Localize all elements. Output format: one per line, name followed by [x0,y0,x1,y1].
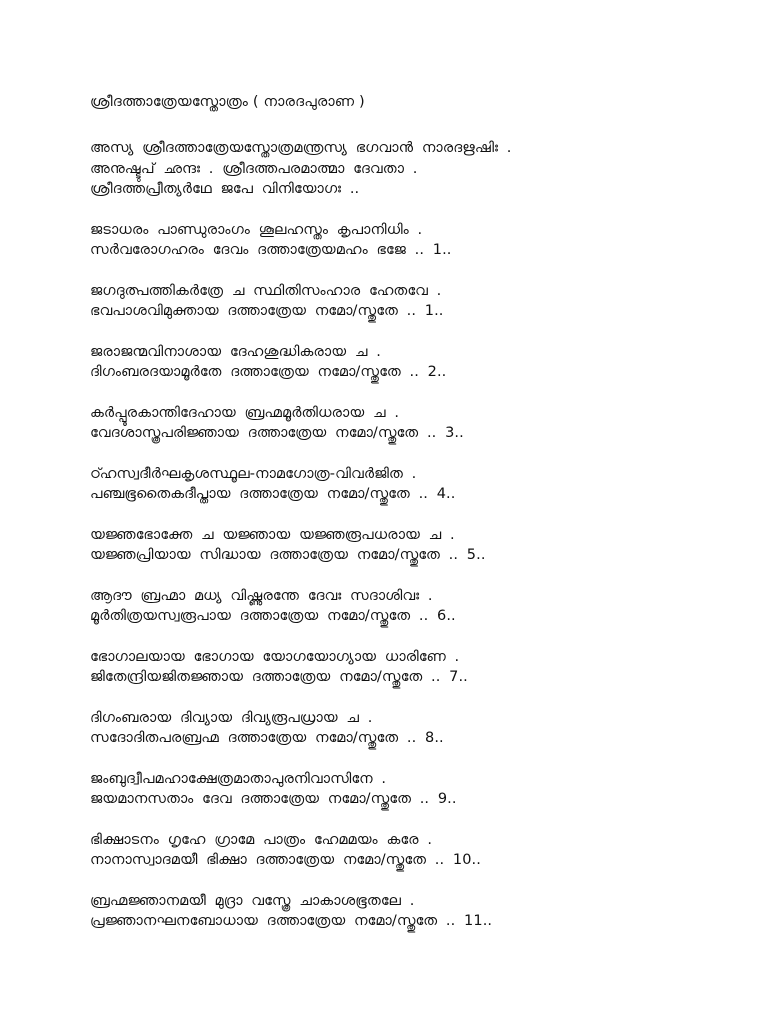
stanza [90,586,750,627]
stanza [90,220,750,261]
stanza [90,464,750,505]
verse-line: സർവരോഗഹരം ദേവം ദത്താത്രേയമഹം ഭജേ .. 1.. [90,242,452,258]
verse-line: കർപ്പൂരകാന്തിദേഹായ ബ്രഹ്മമൂർതിധരായ ച . [90,404,400,421]
verse-line: യജ്ഞഭോക്തേ ച യജ്ഞായ യജ്ഞരൂപധരായ ച . [90,526,455,543]
verse-line: ദിഗംബരദയാമൂർതേ ദത്താത്രേയ നമോ/സ്തുതേ .. 2.. [90,364,447,380]
document-title: ശ്രീദത്താത്രേയസ്തോത്രം ( നാരദപുരാണ ) [90,94,365,110]
stanza [90,708,750,749]
verse-line: ആദൗ ബ്രഹ്മാ മധ്യ വിഷ്ണുരന്തേ ദേവഃ സദാശിവഃ . [90,587,433,604]
verse-line: ശ്രീദത്തപ്രീത്യർഥേ ജപേ വിനിയോഗഃ .. [90,181,360,197]
stanza [90,891,750,932]
stanza [90,830,750,871]
verse-line: സദോദിതപരബ്രഹ്മ ദത്താത്രേയ നമോ/സ്തുതേ .. 8.. [90,730,444,746]
verse-line: ഭോഗാലയായ ഭോഗായ യോഗയോഗ്യായ ധാരിണേ . [90,648,460,665]
verse-list [90,138,750,952]
verse-line: ബ്രഹ്മജ്ഞാനമയീ മുദ്രാ വസ്ത്രേ ചാകാശഭൂതലേ . [90,892,415,909]
verse-line: ദിഗംബരായ ദിവ്യായ ദിവ്യരൂപധ്രായ ച . [90,709,373,726]
verse-line: വേദശാസ്ത്രപരിജ്ഞായ ദത്താത്രേയ നമോ/സ്തുതേ .. 3.. [90,425,464,441]
stanza [90,138,750,200]
verse-line: അസ്യ ശ്രീദത്താത്രേയസ്തോത്രമന്ത്രസ്യ ഭഗവാൻ നാരദഋഷിഃ . [90,140,512,156]
stanza [90,525,750,566]
verse-line: ജംബുദ്വീപമഹാക്ഷേത്രമാതാപുരനിവാസിനേ . [90,770,387,787]
verse-line: പ്രജ്ഞാനഘനബോധായ ദത്താത്രേയ നമോ/സ്തുതേ .. 11.. [90,913,493,929]
verse-line: ജഗദുത്പത്തികർത്രേ ച സ്ഥിതിസംഹാര ഹേതവേ . [90,282,442,299]
stanza [90,647,750,688]
verse-line: ഠ്ഹസ്വദീർഘകൃശസ്ഥൂല-നാമഗോത്ര-വിവർജിത . [90,465,417,482]
stanza [90,342,750,383]
verse-line: നാനാസ്വാദമയീ ഭിക്ഷാ ദത്താത്രേയ നമോ/സ്തുതേ .. 10.. [90,852,481,868]
stanza [90,403,750,444]
verse-line: ഭവപാശവിമുക്തായ ദത്താത്രേയ നമോ/സ്തുതേ .. 1.. [90,303,444,319]
verse-line: അനുഷ്ടുപ് ഛന്ദഃ . ശ്രീദത്തപരമാത്മാ ദേവതാ . [90,160,418,177]
verse-line: ജിതേന്ദ്രിയജിതജ്ഞായ ദത്താത്രേയ നമോ/സ്തുതേ .. 7.. [90,669,468,685]
verse-line: പഞ്ചഭൂതൈകദീപ്തായ ദത്താത്രേയ നമോ/സ്തുതേ .. 4.. [90,486,456,502]
stanza [90,769,750,810]
verse-line: യജ്ഞപ്രിയായ സിദ്ധായ ദത്താത്രേയ നമോ/സ്തുതേ .. 5.. [90,547,486,563]
verse-line: മൂർതിത്രയസ്വരൂപായ ദത്താത്രേയ നമോ/സ്തുതേ .. 6.. [90,608,456,624]
verse-line: ജരാജന്മവിനാശായ ദേഹശുദ്ധികരായ ച . [90,343,381,360]
stanza [90,281,750,322]
verse-line: ജടാധരം പാണ്ഡുരാംഗം ശൂലഹസ്തം കൃപാനിധിം . [90,221,423,238]
verse-line: ജയമാനസതാം ദേവ ദത്താത്രേയ നമോ/സ്തുതേ .. 9.. [90,791,457,807]
verse-line: ഭിക്ഷാടനം ഗൃഹേ ഗ്രാമേ പാത്രം ഹേമമയം കരേ . [90,831,433,848]
